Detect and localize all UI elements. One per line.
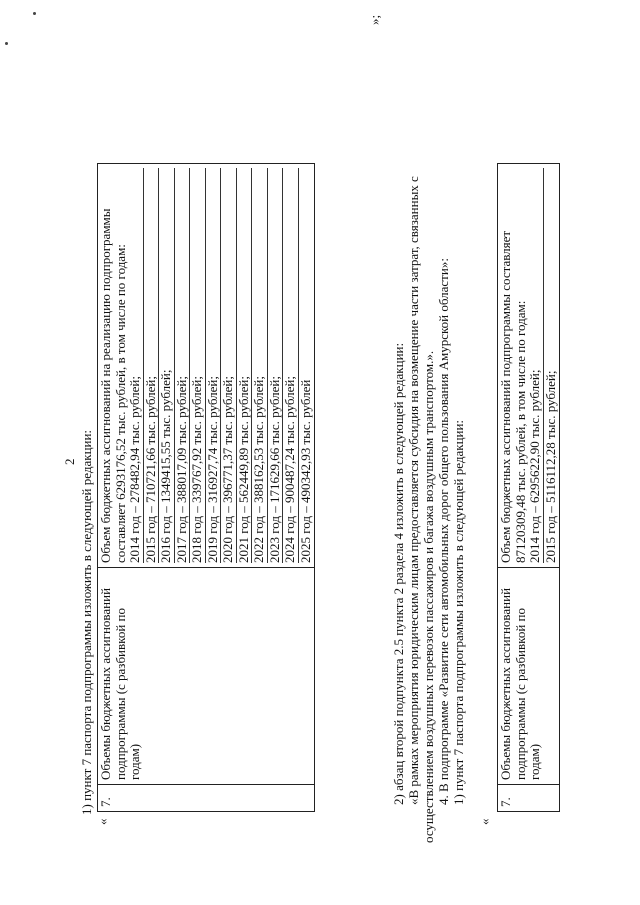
item1-intro: 1) пункт 7 паспорта подпрограммы изложить в следующей редакции:	[79, 429, 94, 815]
year-line: 2023 год – 171629,66 тыс. рублей;	[268, 168, 284, 563]
item4-sub: 1) пункт 7 паспорта подпрограммы изложить в следующей редакции:	[451, 419, 466, 805]
year-line: 2014 год – 6295622,90 тыс. рублей;	[528, 168, 544, 563]
close-quote-1: »;	[367, 14, 382, 25]
year-line: 2015 год – 5116112,28 тыс. рублей;	[542, 370, 558, 563]
item2-quote-line1: «В рамках мероприятия юридическим лицам предоставляется субсидия на возмещение части затрат, связанных с	[406, 176, 421, 805]
year-line: 2020 год – 396771,37 тыс. рублей;	[221, 168, 237, 563]
passport-table-2	[497, 163, 560, 812]
year-line: 2018 год – 339767,92 тыс. рублей;	[190, 168, 206, 563]
row-values	[98, 164, 315, 568]
row-number: 7.	[98, 785, 315, 812]
page-number: 2	[62, 458, 77, 465]
funding-total: Объем бюджетных ассигнований на реализацию подпрограммы составляет 6293176,52 тыс. рублей, в том числе по годам:	[98, 208, 128, 563]
year-line: 2016 год – 1349415,55 тыс. рублей;	[159, 168, 175, 563]
row-name: Объемы бюджетных ассигнований подпрограммы (с разбивкой по годам)	[98, 568, 315, 785]
row-values	[498, 164, 560, 568]
funding-total: Объем бюджетных ассигнований подпрограммы составляет 87120309,48 тыс. рублей, в том числе по годам:	[498, 230, 528, 563]
year-line: 2017 год – 388017,09 тыс. рублей;	[175, 168, 191, 563]
table-row	[98, 164, 315, 812]
open-quote-2: «	[477, 818, 492, 825]
year-line: 2021 год – 562449,89 тыс. рублей;	[237, 168, 253, 563]
row-number: 7.	[498, 785, 560, 812]
row-name: Объемы бюджетных ассигнований подпрограммы (с разбивкой по годам)	[498, 568, 560, 785]
item2-text: 2) абзац второй подпункта 2.5 пункта 2 раздела 4 изложить в следующей редакции:	[391, 342, 406, 805]
table-row	[498, 164, 560, 812]
year-line: 2025 год – 490342,93 тыс. рублей	[297, 379, 313, 563]
year-line: 2022 год – 388162,53 тыс. рублей;	[252, 168, 268, 563]
year-line: 2015 год – 710721,66 тыс. рублей;	[144, 168, 160, 563]
open-quote-1: «	[95, 818, 110, 825]
item2-quote-line2: осуществлением воздушных перевозок пассажиров и багажа воздушным транспортом.».	[421, 350, 436, 843]
passport-table-1	[97, 163, 315, 812]
year-line: 2019 год – 316927,74 тыс. рублей;	[206, 168, 222, 563]
item4-text: 4. В подпрограмме «Развитие сети автомобильных дорог общего пользования Амурской области»:	[436, 258, 451, 805]
year-line: 2014 год – 278482,94 тыс. рублей;	[128, 168, 144, 563]
year-line: 2024 год – 900487,24 тыс. рублей;	[283, 168, 299, 563]
